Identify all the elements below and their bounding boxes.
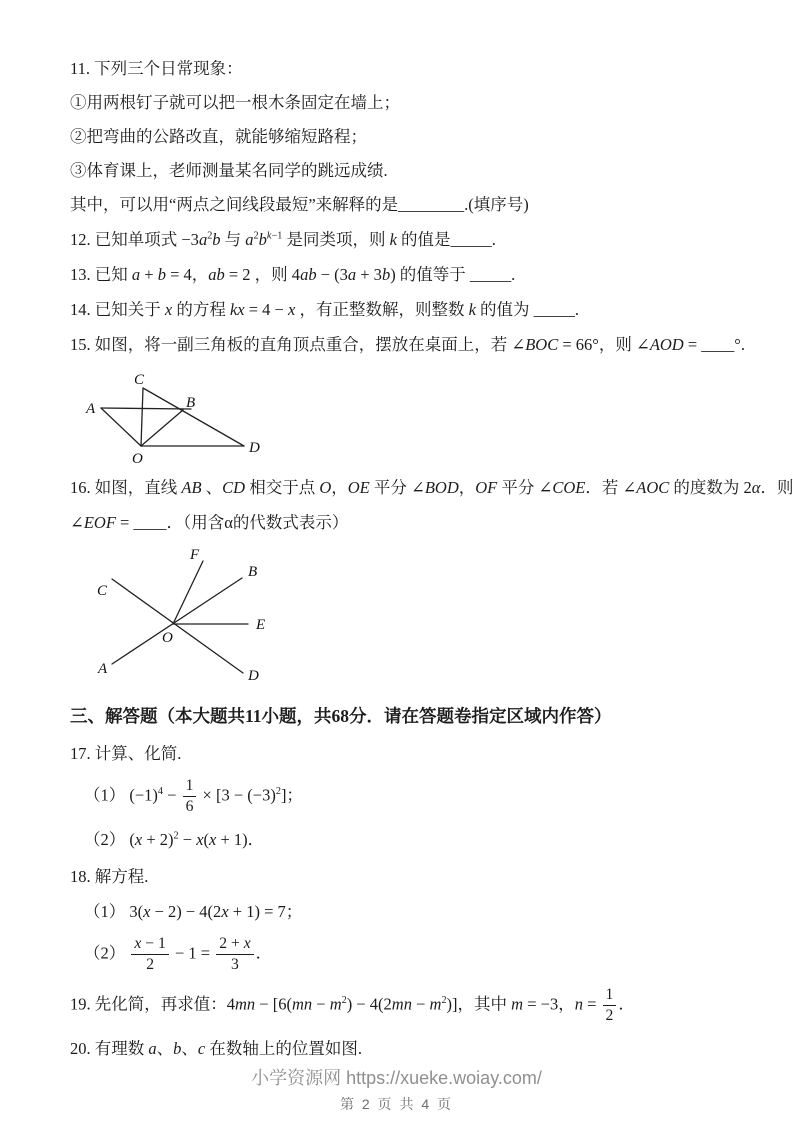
question-19: 19. 先化简，再求值：$4mn - [6(mn - m^2) - 4(2mn - m^2)]$，其中 m = −3，n = $\frac{1}{2}$ ．: [70, 986, 635, 1025]
question-11-answer-line: 其中，可以用“两点之间线段最短”来解释的是________.(填序号): [70, 195, 529, 214]
question-11-item-1: ①用两根钉子就可以把一根木条固定在墙上；: [70, 93, 400, 112]
question-16-line-2: ∠EOF = ____．（用含α的代数式表示）: [70, 513, 349, 532]
figure-15-label-c: C: [134, 372, 145, 388]
question-17-title: 17. 计算、化简.: [70, 744, 182, 763]
question-11-stem: 11. 下列三个日常现象：: [70, 59, 243, 78]
figure-15-label-o: O: [132, 451, 143, 467]
question-11-item-2: ②把弯曲的公路改直，就能够缩短路程；: [70, 127, 367, 146]
question-12: 12. 已知单项式 $-3a^2b$ 与 $a^2b^{k-1}$ 是同类项，则 k 的值是_____.: [70, 230, 496, 249]
question-15: 15. 如图，将一副三角板的直角顶点重合，摆放在桌面上，若 ∠BOC = 66°，则 ∠AOD = ____°.: [70, 335, 746, 354]
question-14: 14. 已知关于 x 的方程 kx = 4 − x ，有正整数解，则整数 k 的值为 _____.: [70, 300, 580, 319]
footer-page-number: 第 2 页 共 4 页: [339, 1096, 454, 1112]
question-18-title: 18. 解方程.: [70, 867, 149, 887]
figure-16-label-a: A: [98, 661, 108, 677]
question-20: 20. 有理数 a、b、c 在数轴上的位置如图.: [70, 1039, 362, 1059]
figure-15-label-a: A: [86, 401, 96, 417]
figure-16-label-f: F: [190, 547, 200, 563]
section-3-title: 三、解答题（本大题共11小题，共68分．请在答题卷指定区域内作答）: [70, 706, 612, 726]
figure-16-intersecting-lines: [80, 546, 320, 686]
question-18-part-1: （1） 3(x − 2) − 4(2x + 1) = 7；: [84, 902, 303, 922]
figure-16-label-c: C: [97, 583, 108, 599]
figure-15-label-b: B: [186, 395, 196, 411]
footer-site-watermark: 小学资源网 https://xueke.woiay.com/: [251, 1068, 542, 1088]
question-13: 13. 已知 a + b = 4，ab = 2 ，则 4ab − (3a + 3b) 的值等于 _____.: [70, 265, 516, 284]
question-16-line-1: 16. 如图，直线 AB 、CD 相交于点 O，OE 平分 ∠BOD，OF 平分 ∠COE．若 ∠AOC 的度数为 2α．则: [70, 478, 793, 497]
figure-15-triangles: [76, 368, 290, 468]
question-11: [70, 58, 729, 215]
figure-16-label-d: D: [248, 668, 259, 684]
question-11-item-3: ③体育课上，老师测量某名同学的跳远成绩.: [70, 161, 388, 180]
figure-15-label-d: D: [249, 440, 260, 456]
question-17-part-1: （1） $(-1)^4$ − $\frac{1}{6}$ × $[3 - (-3)^2]$；: [84, 777, 303, 816]
question-18-part-2: （2） $\frac{x - 1}{2}$ − 1 = $\frac{2 + x}{3}$ ．: [84, 935, 273, 974]
figure-16-label-e: E: [256, 617, 266, 633]
figure-16-label-o: O: [162, 630, 173, 646]
question-17-part-2: （2） $(x + 2)^2 - x(x + 1)$．: [84, 830, 265, 850]
figure-16-label-b: B: [248, 564, 258, 580]
